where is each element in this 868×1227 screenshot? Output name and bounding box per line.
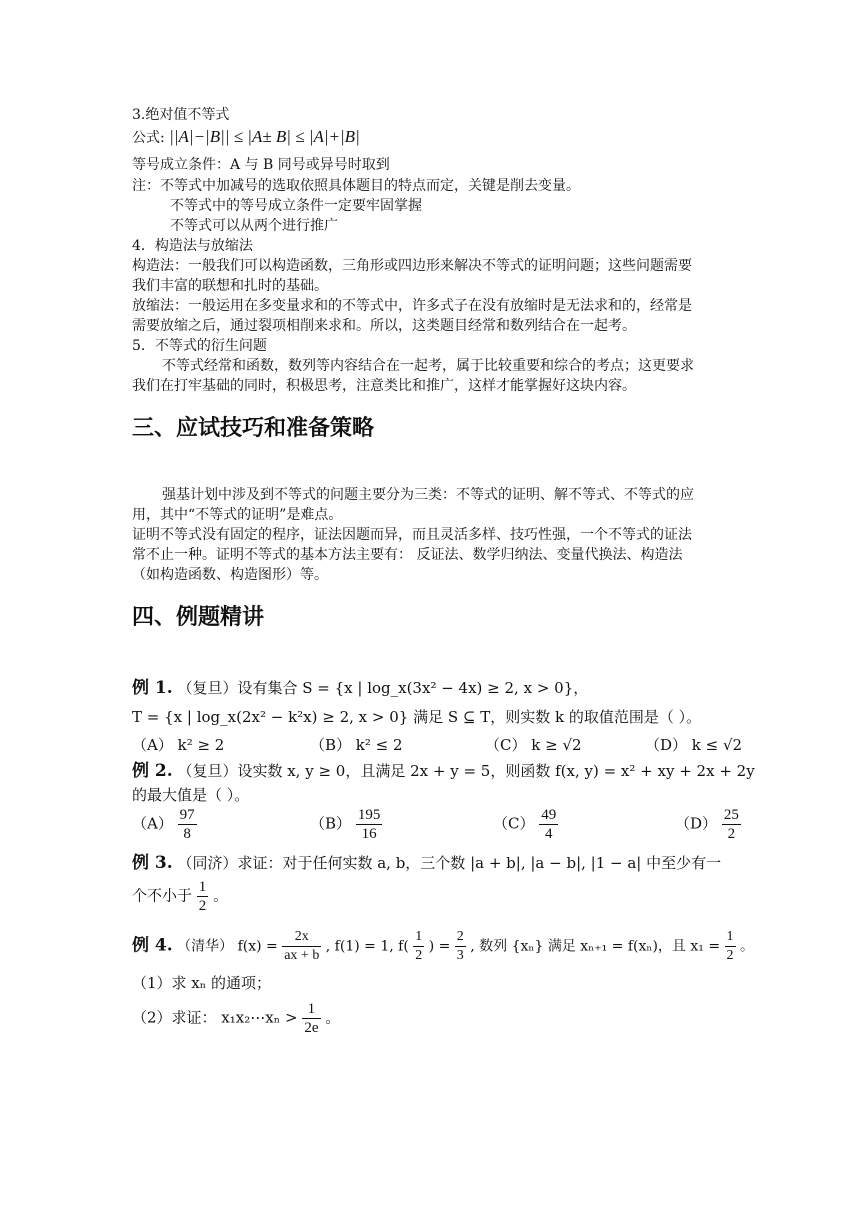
- abs-inequality-formula: ||A|−|B|| ≤ |A± B| ≤ |A|+|B|: [169, 127, 360, 146]
- example-3-line-1: [132, 852, 721, 874]
- denominator: 2: [726, 948, 734, 963]
- one-over-2e-fraction: [302, 1000, 320, 1037]
- numerator: 1: [413, 928, 424, 947]
- example-1-option-c: （C） k ≥ √2: [485, 736, 582, 754]
- denominator: 3: [456, 948, 464, 963]
- example-2-line-2: 的最大值是（ ）。: [132, 786, 250, 804]
- period: 。: [213, 886, 229, 905]
- example-2-option-c: [493, 806, 558, 843]
- strategy-para-4: 常不止一种。证明不等式的基本方法主要有： 反证法、数学归纳法、变量代换法、构造法: [132, 547, 683, 563]
- example-4-post: , 数列 {xₙ} 满足 xₙ₊₁ = f(xₙ)，且 x₁ =: [470, 938, 721, 955]
- strategy-para-3: 证明不等式没有固定的程序，证法因题而异，而且灵活多样、技巧性强，一个不等式的证法: [132, 527, 692, 543]
- denominator: 2: [198, 898, 207, 914]
- example-2-text-1: （复旦）设实数 x, y ≥ 0，且满足 2x + y = 5，则函数 f(x, y) = x² + xy + 2x + 2y: [177, 762, 755, 780]
- example-1-label: 例 1.: [132, 678, 173, 698]
- numerator: 25: [723, 807, 739, 823]
- half-fraction: [413, 928, 424, 965]
- example-2-label: 例 2.: [132, 761, 173, 781]
- example-4-q2-text: （2）求证： x₁x₂⋯xₙ >: [132, 1008, 298, 1027]
- example-3-line-2: [132, 878, 228, 915]
- period: 。: [325, 1008, 341, 1027]
- example-4-prefix: （清华） f(x) =: [177, 938, 278, 955]
- section-5-title: 5．不等式的衍生问题: [132, 338, 267, 354]
- numerator: 49: [541, 807, 557, 823]
- denominator: 8: [183, 826, 191, 842]
- option-d-fraction: [722, 806, 741, 843]
- period: 。: [739, 938, 754, 955]
- example-2-option-d: [675, 806, 741, 843]
- half-fraction: [197, 878, 209, 915]
- option-c-fraction: [539, 806, 558, 843]
- numerator: 195: [357, 807, 381, 823]
- option-b-label: （B）: [310, 814, 352, 833]
- numerator: 1: [198, 879, 207, 895]
- example-3-text-1: （同济）求证：对于任何实数 a, b，三个数 |a + b|, |a − b|, |1 − a| 中至少有一: [177, 854, 722, 872]
- example-1-option-b: （B） k² ≤ 2: [310, 736, 403, 754]
- denominator: 4: [545, 826, 553, 842]
- example-1-text-1: （复旦）设有集合 S = {x | log_x(3x² − 4x) ≥ 2, x > 0}，: [177, 679, 589, 697]
- construction-method-1: 构造法：一般我们可以构造函数，三角形或四边形来解决不等式的证明问题；这些问题需要: [132, 258, 692, 274]
- section-3-title: 3.绝对值不等式: [132, 107, 230, 123]
- strategy-para-5: （如构造函数、构造图形）等。: [132, 567, 328, 583]
- option-c-label: （C）: [493, 814, 535, 833]
- option-a-label: （A）: [132, 814, 173, 833]
- x1-fraction: [725, 928, 736, 965]
- example-1-line-2: T = {x | log_x(2x² − k²x) ≥ 2, x > 0} 满足 S ⊆ T，则实数 k 的取值范围是（ ）。: [132, 708, 702, 726]
- example-2-option-a: [132, 806, 197, 843]
- example-4-mid2: ) =: [428, 938, 451, 955]
- derived-problems-1: 不等式经常和函数，数列等内容结合在一起考，属于比较重要和综合的考点；这更要求: [162, 358, 694, 374]
- example-3-label: 例 3.: [132, 853, 173, 873]
- scaling-method-2: 需要放缩之后，通过裂项相削来求和。所以，这类题目经常和数列结合在一起考。: [132, 318, 636, 334]
- option-a-fraction: [178, 806, 197, 843]
- example-4-question-1: （1）求 xₙ 的通项；: [132, 974, 272, 992]
- denominator: 2: [415, 948, 423, 963]
- denominator: 16: [361, 826, 377, 842]
- example-1-option-d: （D） k ≤ √2: [645, 736, 743, 754]
- two-thirds-fraction: [455, 928, 466, 965]
- strategy-para-1: 强基计划中涉及到不等式的问题主要分为三类：不等式的证明、解不等式、不等式的应: [162, 487, 694, 503]
- numerator: 1: [302, 1000, 320, 1019]
- numerator: 97: [179, 807, 195, 823]
- example-3-text-2: 个不小于: [132, 886, 193, 905]
- formula-line: [132, 127, 360, 148]
- numerator: 2x: [282, 928, 321, 947]
- denominator: 2e: [304, 1020, 319, 1036]
- example-4-question-2: [132, 1000, 340, 1037]
- note-1: 注：不等式中加减号的选取依照具体题目的特点而定，关键是削去变量。: [132, 178, 580, 194]
- example-1-line-1: [132, 677, 588, 699]
- option-d-label: （D）: [675, 814, 718, 833]
- denominator: 2: [727, 826, 736, 842]
- note-2: 不等式中的等号成立条件一定要牢固掌握: [170, 198, 422, 214]
- example-2-option-b: [310, 806, 382, 843]
- example-4-mid: , f(1) = 1, f(: [325, 938, 409, 955]
- example-2-line-1: [132, 760, 755, 782]
- heading-exam-strategy: 三、应试技巧和准备策略: [132, 416, 375, 441]
- example-4-label: 例 4.: [132, 935, 173, 956]
- example-1-option-a: （A） k² ≥ 2: [132, 736, 225, 754]
- note-3: 不等式可以从两个进行推广: [170, 218, 338, 234]
- equality-condition: 等号成立条件：A 与 B 同号或异号时取到: [132, 157, 390, 173]
- section-4-title: 4．构造法与放缩法: [132, 238, 253, 254]
- denominator: ax + b: [284, 948, 320, 963]
- example-4-line-1: [132, 928, 754, 965]
- derived-problems-2: 我们在打牢基础的同时，积极思考，注意类比和推广，这样才能掌握好这块内容。: [132, 378, 636, 394]
- strategy-para-2: 用，其中“不等式的证明”是难点。: [132, 507, 343, 523]
- scaling-method-1: 放缩法：一般运用在多变量求和的不等式中，许多式子在没有放缩时是无法求和的，经常是: [132, 298, 692, 314]
- option-b-fraction: [356, 806, 383, 843]
- numerator: 2: [455, 928, 466, 947]
- function-fraction: [282, 928, 321, 965]
- numerator: 1: [725, 928, 736, 947]
- formula-label: 公式:: [132, 130, 165, 146]
- heading-examples: 四、例题精讲: [132, 605, 265, 630]
- construction-method-2: 我们丰富的联想和扎时的基础。: [132, 278, 328, 294]
